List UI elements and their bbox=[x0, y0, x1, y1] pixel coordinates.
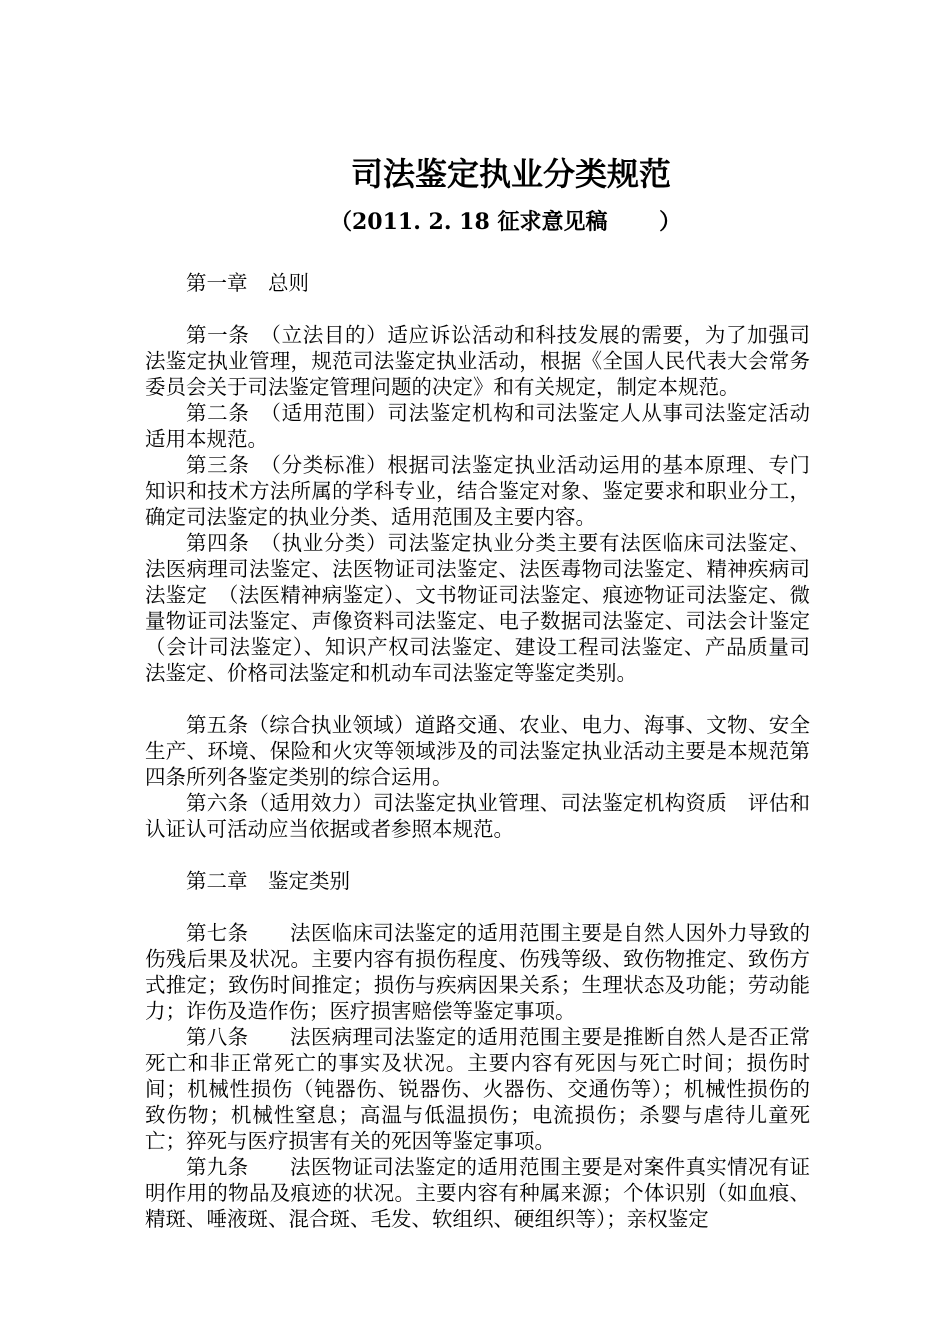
article-paragraph: 第九条 法医物证司法鉴定的适用范围主要是对案件真实情况有证明作用的物品及痕迹的状况。主要内容有种属来源；个体识别（如血痕、精斑、唾液斑、混合斑、毛发、软组织、硬组织等）；亲权鉴定 bbox=[145, 1155, 810, 1231]
article-paragraph: 第五条（综合执业领域）道路交通、农业、电力、海事、文物、安全生产、环境、保险和火灾等领域涉及的司法鉴定执业活动主要是本规范第四条所列各鉴定类别的综合运用。 bbox=[145, 713, 810, 789]
article-paragraph: 第七条 法医临床司法鉴定的适用范围主要是自然人因外力导致的伤残后果及状况。主要内容有损伤程度、伤残等级、致伤物推定、致伤方式推定；致伤时间推定；损伤与疾病因果关系；生理状态及功能；劳动能力；诈伤及造作伤；医疗损害赔偿等鉴定事项。 bbox=[145, 921, 810, 1023]
document-title: 司法鉴定执业分类规范 bbox=[350, 155, 671, 193]
article-paragraph: 第一条 （立法目的）适应诉讼活动和科技发展的需要，为了加强司法鉴定执业管理，规范司法鉴定执业活动，根据《全国人民代表大会常务委员会关于司法鉴定管理问题的决定》和有关规定，制定本规范。 bbox=[145, 323, 810, 399]
blank-line bbox=[145, 842, 810, 868]
chapter-heading: 第二章 鉴定类别 bbox=[186, 869, 350, 893]
article-paragraph: 第六条（适用效力）司法鉴定执业管理、司法鉴定机构资质 评估和认证认可活动应当依据或者参照本规范。 bbox=[145, 791, 810, 841]
article-paragraph: 第四条 （执业分类）司法鉴定执业分类主要有法医临床司法鉴定、法医病理司法鉴定、法医物证司法鉴定、法医毒物司法鉴定、精神疾病司法鉴定 （法医精神病鉴定）、文书物证司法鉴定、痕迹物证司法鉴定、微量物证司法鉴定、声像资料司法鉴定、电子数据司法鉴定、司法会计鉴定（会计司法鉴定）、知识产权司法鉴定、建设工程司法鉴定、产品质量司法鉴定、价格司法鉴定和机动车司法鉴定等鉴定类别。 bbox=[145, 531, 810, 685]
chapter-heading: 第一章 总则 bbox=[186, 271, 309, 295]
document-body bbox=[145, 270, 810, 1232]
blank-line bbox=[145, 686, 810, 712]
blank-line bbox=[145, 296, 810, 322]
article-paragraph: 第八条 法医病理司法鉴定的适用范围主要是推断自然人是否正常死亡和非正常死亡的事实及状况。主要内容有死因与死亡时间；损伤时间；机械性损伤（钝器伤、锐器伤、火器伤、交通伤等）；机械性损伤的致伤物；机械性窒息；高温与低温损伤；电流损伤；杀婴与虐待儿童死亡；猝死与医疗损害有关的死因等鉴定事项。 bbox=[145, 1025, 810, 1153]
article-paragraph: 第三条 （分类标准）根据司法鉴定执业活动运用的基本原理、专门知识和技术方法所属的学科专业，结合鉴定对象、鉴定要求和职业分工，确定司法鉴定的执业分类、适用范围及主要内容。 bbox=[145, 453, 810, 529]
blank-line bbox=[145, 894, 810, 920]
article-paragraph: 第二条 （适用范围）司法鉴定机构和司法鉴定人从事司法鉴定活动适用本规范。 bbox=[145, 401, 810, 451]
document-subtitle: （2011. 2. 18 征求意见稿 ） bbox=[330, 209, 682, 235]
